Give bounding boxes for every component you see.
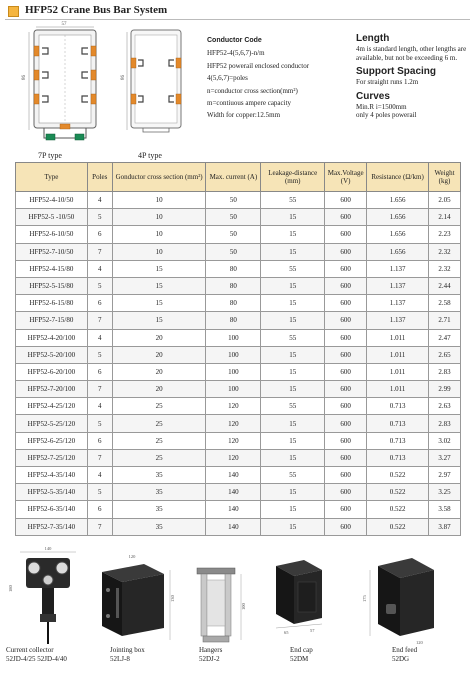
table-row <box>16 192 461 209</box>
spec-notes <box>356 33 471 124</box>
seven-pole-caption: 7P type <box>38 151 62 160</box>
table-cell: 1.137 <box>367 260 429 277</box>
column-header: Resistance (Ω/km) <box>367 163 429 192</box>
curves-block <box>356 91 471 120</box>
table-cell: 7 <box>87 312 112 329</box>
table-cell: 1.656 <box>367 226 429 243</box>
table-cell: HFP52-7-10/50 <box>16 243 88 260</box>
table-header-row <box>16 163 461 192</box>
table-cell: HFP52-6-10/50 <box>16 226 88 243</box>
table-cell: 80 <box>206 312 261 329</box>
collector-label <box>6 646 67 663</box>
table-cell: 10 <box>112 209 206 226</box>
hanger-name: Hangers <box>199 646 223 654</box>
table-cell: 0.713 <box>367 398 429 415</box>
table-cell: 600 <box>325 467 367 484</box>
table-cell: 50 <box>206 209 261 226</box>
table-cell: 15 <box>112 295 206 312</box>
page-title: HFP52 Crane Bus Bar System <box>25 4 168 16</box>
table-cell: 140 <box>206 484 261 501</box>
table-cell: 2.97 <box>429 467 461 484</box>
table-cell: 15 <box>261 346 325 363</box>
table-cell: 7 <box>87 518 112 535</box>
height-dimension: 86 <box>121 75 126 80</box>
table-cell: 120 <box>206 415 261 432</box>
spec-table <box>15 162 461 536</box>
table-cell: 35 <box>112 467 206 484</box>
table-cell: 600 <box>325 449 367 466</box>
table-cell: HFP52-7-35/140 <box>16 518 88 535</box>
table-cell: 3.87 <box>429 518 461 535</box>
table-row <box>16 346 461 363</box>
column-header: Type <box>16 163 88 192</box>
support-heading: Support Spacing <box>356 66 436 77</box>
table-row <box>16 260 461 277</box>
table-row <box>16 312 461 329</box>
table-cell: HFP52-5-15/80 <box>16 277 88 294</box>
support-block <box>356 66 471 87</box>
table-cell: 0.522 <box>367 467 429 484</box>
table-cell: 0.713 <box>367 415 429 432</box>
table-cell: HFP52-6-25/120 <box>16 432 88 449</box>
seven-pole-diagram <box>20 18 110 150</box>
table-cell: 35 <box>112 484 206 501</box>
joint-code: 52LJ-8 <box>110 654 130 663</box>
table-cell: 35 <box>112 518 206 535</box>
table-cell: 15 <box>261 518 325 535</box>
table-cell: 100 <box>206 363 261 380</box>
table-cell: HFP52-4-15/80 <box>16 260 88 277</box>
table-cell: HFP52-4-20/100 <box>16 329 88 346</box>
table-cell: 80 <box>206 260 261 277</box>
table-cell: 600 <box>325 432 367 449</box>
table-cell: 2.83 <box>429 415 461 432</box>
table-cell: 3.27 <box>429 449 461 466</box>
table-cell: 25 <box>112 398 206 415</box>
code-line: 4(5,6,7)=poles <box>207 74 248 83</box>
current-collector-image <box>8 544 96 649</box>
dim-label: 120 <box>416 640 423 645</box>
table-row <box>16 226 461 243</box>
table-cell: 50 <box>206 192 261 209</box>
end-feed-label <box>392 646 417 663</box>
table-row <box>16 209 461 226</box>
curves-line-2: only 4 poles powerail <box>356 111 417 119</box>
table-cell: 50 <box>206 226 261 243</box>
dim-label: 175 <box>362 595 367 602</box>
table-cell: 15 <box>261 363 325 380</box>
endfeed-code: 52DG <box>392 654 410 663</box>
table-cell: HFP52-5-35/140 <box>16 484 88 501</box>
table-cell: 600 <box>325 415 367 432</box>
table-cell: 0.713 <box>367 432 429 449</box>
table-cell: 20 <box>112 363 206 380</box>
table-cell: 55 <box>261 398 325 415</box>
table-cell: 600 <box>325 501 367 518</box>
table-cell: 4 <box>87 329 112 346</box>
table-cell: 3.02 <box>429 432 461 449</box>
table-cell: HFP52-4-25/120 <box>16 398 88 415</box>
table-cell: 2.83 <box>429 363 461 380</box>
table-cell: 2.99 <box>429 381 461 398</box>
table-cell: 15 <box>261 415 325 432</box>
table-cell: 2.44 <box>429 277 461 294</box>
table-cell: 10 <box>112 226 206 243</box>
table-cell: 1.011 <box>367 381 429 398</box>
table-cell: 55 <box>261 260 325 277</box>
table-cell: HFP52-7-15/80 <box>16 312 88 329</box>
table-row <box>16 449 461 466</box>
curves-heading: Curves <box>356 90 390 102</box>
conductor-code-block <box>207 35 347 122</box>
table-cell: 15 <box>261 432 325 449</box>
table-row <box>16 277 461 294</box>
table-cell: 1.656 <box>367 243 429 260</box>
column-header: Max.Voltage (V) <box>325 163 367 192</box>
column-header: Poles <box>87 163 112 192</box>
column-header: Max. current (A) <box>206 163 261 192</box>
table-cell: 600 <box>325 329 367 346</box>
table-cell: 25 <box>112 415 206 432</box>
hanger-image <box>183 544 253 649</box>
table-cell: 0.522 <box>367 484 429 501</box>
support-text: For straight runs 1.2m <box>356 78 419 86</box>
table-cell: 20 <box>112 381 206 398</box>
table-cell: 600 <box>325 346 367 363</box>
table-cell: 1.656 <box>367 209 429 226</box>
table-cell: 15 <box>261 277 325 294</box>
table-cell: 100 <box>206 381 261 398</box>
dim-label: 130 <box>170 595 175 602</box>
table-cell: 600 <box>325 209 367 226</box>
table-cell: 4 <box>87 260 112 277</box>
table-cell: 120 <box>206 449 261 466</box>
table-cell: 2.63 <box>429 398 461 415</box>
column-header: Gonductor cross section (mm²) <box>112 163 206 192</box>
table-cell: HFP52-7-25/120 <box>16 449 88 466</box>
length-text: 4m is standard length, other lengths are available, but not be exceeding 6 m. <box>356 45 467 62</box>
table-cell: 600 <box>325 260 367 277</box>
jointing-box-image <box>92 544 178 649</box>
table-cell: 2.65 <box>429 346 461 363</box>
table-cell: HFP52-7-20/100 <box>16 381 88 398</box>
table-cell: 15 <box>261 295 325 312</box>
table-row <box>16 501 461 518</box>
curves-line-1: Min.R i=1500mm <box>356 102 407 111</box>
dim-label: 65 <box>284 630 289 635</box>
dim-label: 57 <box>310 628 315 633</box>
table-cell: HFP52-6-35/140 <box>16 501 88 518</box>
table-cell: 2.71 <box>429 312 461 329</box>
table-cell: 2.23 <box>429 226 461 243</box>
column-header: Weight (kg) <box>429 163 461 192</box>
table-cell: 15 <box>112 277 206 294</box>
dim-label: 100 <box>241 603 246 610</box>
table-cell: 0.522 <box>367 501 429 518</box>
table-cell: 1.137 <box>367 277 429 294</box>
table-cell: HFP52-5 -10/50 <box>16 209 88 226</box>
table-cell: 140 <box>206 467 261 484</box>
code-line: HFP52-4(5,6,7)-n/m <box>207 49 265 58</box>
table-cell: 2.47 <box>429 329 461 346</box>
table-cell: 7 <box>87 243 112 260</box>
table-row <box>16 295 461 312</box>
table-cell: 0.713 <box>367 449 429 466</box>
table-cell: 600 <box>325 381 367 398</box>
hanger-code: 52DJ-2 <box>199 654 220 663</box>
table-cell: 15 <box>261 209 325 226</box>
table-cell: 1.137 <box>367 312 429 329</box>
four-pole-caption: 4P type <box>138 151 162 160</box>
table-cell: 55 <box>261 329 325 346</box>
table-cell: 0.522 <box>367 518 429 535</box>
hanger-label <box>199 646 222 663</box>
table-cell: 140 <box>206 518 261 535</box>
table-cell: 600 <box>325 518 367 535</box>
joint-name: Jointing box <box>110 646 145 654</box>
table-cell: 3.58 <box>429 501 461 518</box>
table-cell: 50 <box>206 243 261 260</box>
table-row <box>16 243 461 260</box>
code-line: Width for copper:12.5mm <box>207 111 281 120</box>
table-row <box>16 398 461 415</box>
width-dimension: 57 <box>61 22 67 27</box>
table-cell: 5 <box>87 415 112 432</box>
collector-name: Current collector <box>6 646 54 654</box>
table-cell: 4 <box>87 398 112 415</box>
endcap-name: End cap <box>290 646 313 654</box>
table-cell: 55 <box>261 192 325 209</box>
table-cell: 80 <box>206 277 261 294</box>
table-cell: 5 <box>87 209 112 226</box>
table-cell: 15 <box>261 243 325 260</box>
length-block <box>356 33 471 62</box>
jointing-box-label <box>110 646 145 663</box>
dim-label: 180 <box>8 585 13 592</box>
table-cell: HFP52-4-35/140 <box>16 467 88 484</box>
table-cell: 7 <box>87 381 112 398</box>
table-cell: 3.25 <box>429 484 461 501</box>
table-cell: 600 <box>325 312 367 329</box>
table-cell: 4 <box>87 467 112 484</box>
table-cell: 55 <box>261 467 325 484</box>
end-cap-label <box>290 646 313 663</box>
table-row <box>16 381 461 398</box>
end-cap-image <box>262 544 342 649</box>
table-row <box>16 518 461 535</box>
code-line: n=conductor cross section(mm²) <box>207 86 298 95</box>
dim-label: 140 <box>44 546 52 551</box>
height-dimension: 86 <box>22 75 27 80</box>
table-cell: 2.14 <box>429 209 461 226</box>
table-cell: 600 <box>325 295 367 312</box>
table-cell: 15 <box>261 501 325 518</box>
orange-square-icon <box>8 6 19 17</box>
table-cell: 600 <box>325 398 367 415</box>
table-cell: 100 <box>206 346 261 363</box>
table-cell: 100 <box>206 329 261 346</box>
length-heading: Length <box>356 33 390 44</box>
table-cell: 600 <box>325 192 367 209</box>
table-row <box>16 363 461 380</box>
endfeed-name: End feed <box>392 646 418 654</box>
table-cell: 1.011 <box>367 329 429 346</box>
table-cell: 80 <box>206 295 261 312</box>
table-cell: 15 <box>261 449 325 466</box>
table-cell: 15 <box>112 260 206 277</box>
table-cell: 600 <box>325 363 367 380</box>
table-cell: 1.011 <box>367 363 429 380</box>
table-cell: 5 <box>87 484 112 501</box>
table-cell: 600 <box>325 243 367 260</box>
table-cell: 10 <box>112 192 206 209</box>
table-cell: HFP52-4-10/50 <box>16 192 88 209</box>
table-cell: 2.32 <box>429 243 461 260</box>
table-cell: HFP52-6-20/100 <box>16 363 88 380</box>
table-cell: 1.011 <box>367 346 429 363</box>
column-header: Leakage-distance (mm) <box>261 163 325 192</box>
table-cell: 600 <box>325 277 367 294</box>
dim-label: 120 <box>128 554 136 559</box>
conductor-code-heading: Conductor Code <box>207 37 262 44</box>
table-cell: 10 <box>112 243 206 260</box>
table-cell: 5 <box>87 346 112 363</box>
table-cell: 600 <box>325 484 367 501</box>
code-line: m=contiuous ampere capacity <box>207 99 292 108</box>
table-cell: 15 <box>261 312 325 329</box>
table-row <box>16 329 461 346</box>
table-cell: 20 <box>112 346 206 363</box>
table-cell: 4 <box>87 192 112 209</box>
table-cell: 6 <box>87 226 112 243</box>
table-cell: 7 <box>87 449 112 466</box>
collector-code: 52JD-4/25 52JD-4/40 <box>6 654 67 663</box>
table-cell: 20 <box>112 329 206 346</box>
table-cell: 2.58 <box>429 295 461 312</box>
table-cell: 120 <box>206 432 261 449</box>
table-cell: 2.05 <box>429 192 461 209</box>
table-cell: HFP52-6-15/80 <box>16 295 88 312</box>
code-line: HFP52 powerail enclosed conductor <box>207 61 310 70</box>
table-cell: 6 <box>87 295 112 312</box>
table-cell: 15 <box>261 381 325 398</box>
four-pole-diagram <box>118 18 186 150</box>
table-cell: 15 <box>261 226 325 243</box>
table-cell: 140 <box>206 501 261 518</box>
table-cell: 35 <box>112 501 206 518</box>
end-feed-image <box>358 544 448 649</box>
table-row <box>16 432 461 449</box>
table-cell: 1.137 <box>367 295 429 312</box>
table-cell: HFP52-5-20/100 <box>16 346 88 363</box>
table-cell: 120 <box>206 398 261 415</box>
table-row <box>16 467 461 484</box>
endcap-code: 52DM <box>290 654 309 663</box>
table-cell: 1.656 <box>367 192 429 209</box>
table-cell: HFP52-5-25/120 <box>16 415 88 432</box>
table-cell: 5 <box>87 277 112 294</box>
table-cell: 2.32 <box>429 260 461 277</box>
table-cell: 25 <box>112 449 206 466</box>
table-cell: 600 <box>325 226 367 243</box>
table-cell: 15 <box>112 312 206 329</box>
table-cell: 6 <box>87 363 112 380</box>
table-cell: 6 <box>87 432 112 449</box>
table-cell: 25 <box>112 432 206 449</box>
table-cell: 15 <box>261 484 325 501</box>
table-cell: 6 <box>87 501 112 518</box>
table-row <box>16 415 461 432</box>
table-row <box>16 484 461 501</box>
